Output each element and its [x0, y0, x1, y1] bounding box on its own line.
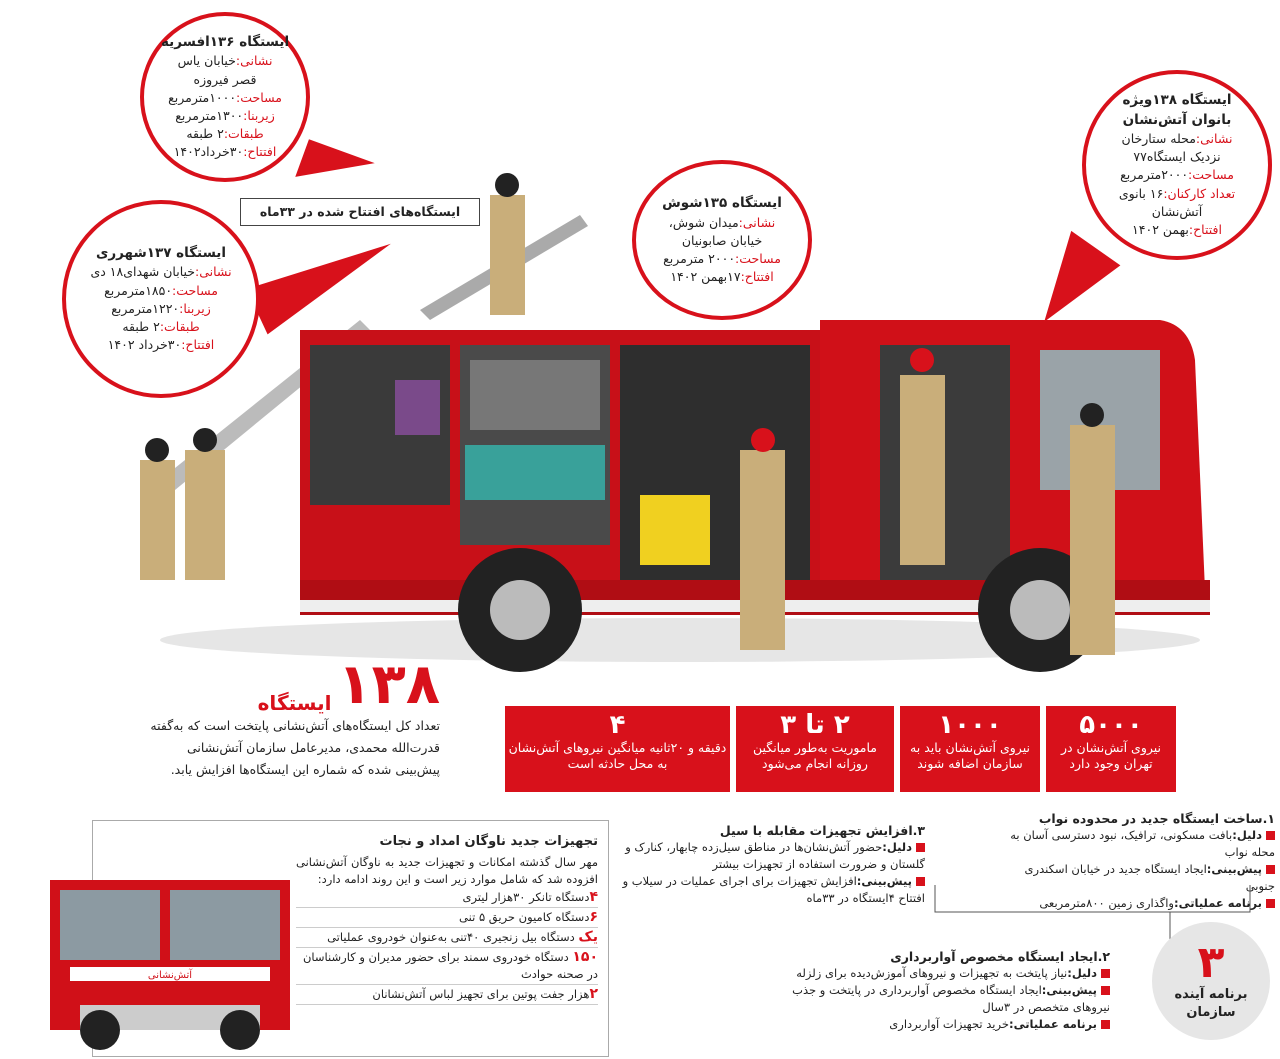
equipment-intro: مهر سال گذشته امکانات و تجهیزات جدید به ناوگان آتش‌نشانی افزوده شد که شامل موارد زیر است و این روند ادامه دارد:: [296, 855, 598, 886]
plans-badge: [1152, 922, 1270, 1040]
truck-label: آتش‌نشانی: [147, 970, 193, 981]
plans-badge-text: برنامه آینده سازمان: [1174, 987, 1248, 1020]
bubble-station-137: ایستگاه ۱۳۷شهرری نشانی:خیابان شهدای۱۸ دی مساحت:۱۸۵۰مترمربع زیربنا:۱۲۲۰مترمربع طبقات:۲ طبقه افتتاح:۳۰خرداد ۱۴۰۲: [62, 200, 260, 398]
equipment-title: تجهیزات جدید ناوگان امداد و نجات: [379, 834, 598, 849]
big-number-text: تعداد کل ایستگاه‌های آتش‌نشانی پایتخت است که به‌گفته قدرت‌الله محمدی، مدیرعامل سازمان آتش‌نشانی پیش‌بینی شده که شماره این ایستگاه‌ها افزایش یابد.: [150, 718, 440, 777]
big-number-unit: ایستگاه: [257, 691, 332, 715]
equipment-section: [296, 833, 598, 1005]
bubble-title: ایستگاه ۱۳۸ویژه: [1122, 92, 1232, 109]
equipment-list: [296, 888, 598, 1005]
big-number: ۱۳۸: [337, 652, 440, 717]
stat-box: ۱۰۰۰ نیروی آتش‌نشان باید به سازمان اضافه شوند: [900, 706, 1040, 792]
plans-badge-number: ۳: [1197, 937, 1225, 988]
bubble-station-136: ایستگاه ۱۳۶افسریه نشانی:خیابان یاس قصر فیروزه مساحت:۱۰۰۰مترمربع زیربنا:۱۳۰۰مترمربع طبقات:۲ طبقه افتتاح:۳۰خرداد۱۴۰۲: [140, 12, 310, 182]
big-number-block: [150, 652, 440, 781]
list-item: ۶دستگاه کامیون حریق ۵ تنی: [296, 908, 598, 928]
bubble-title: ایستگاه ۱۳۶افسریه: [160, 33, 290, 50]
stat-box: ۵۰۰۰ نیروی آتش‌نشان در تهران وجود دارد: [1046, 706, 1176, 792]
bubble-title: ایستگاه ۱۳۷شهرری: [96, 244, 227, 261]
small-fire-truck: [40, 855, 300, 1055]
bubble-station-135: ایستگاه ۱۳۵شوش نشانی:میدان شوش، خیابان صابونیان مساحت:۲۰۰۰ مترمربع افتتاح:۱۷بهمن ۱۴۰۲: [632, 160, 812, 320]
bubble-station-138: ایستگاه ۱۳۸ویژه بانوان آتش‌نشان نشانی:محله ستارخان نزدیک ایستگاه۷۷ مساحت:۲۰۰۰مترمربع تعداد کارکنان:۱۶ بانوی آتش‌نشان افتتاح:بهمن ۱۴۰۲: [1082, 70, 1272, 260]
bubble-title: ایستگاه ۱۳۵شوش: [662, 194, 782, 211]
headline-box: ایستگاه‌های افتتاح شده در ۳۳ماه: [240, 198, 480, 226]
plan-1: ۱.ساخت ایستگاه جدید در محدوده نواب دلیل:بافت مسکونی، ترافیک، نبود دسترسی آسان به محله نواب پیش‌بینی:ایجاد ایستگاه جدید در خیابان اسکندری جنوبی برنامه عملیاتی:واگذاری زمین ۸۰۰مترمربعی: [1010, 811, 1275, 910]
list-item: یک دستگاه بیل زنجیری ۴۰تنی به‌عنوان خودروی عملیاتی: [296, 928, 598, 948]
plan-3: ۳.افزایش تجهیزات مقابله با سیل دلیل:حضور آتش‌نشان‌ها در مناطق سیل‌زده چابهار، کنارک و گلستان و ضرورت استفاده از تجهیزات بیشتر پیش‌بینی:افزایش تجهیزات برای اجرای عملیات در سیلاب و افتتاح ۴ایستگاه در ۳۳ماه: [622, 823, 925, 905]
plan-2: ۲.ایجاد ایستگاه مخصوص آواربرداری دلیل:نیاز پایتخت به تجهیزات و نیروهای آموزش‌دیده برای زلزله پیش‌بینی:ایجاد ایستگاه مخصوص آواربرداری در پایتخت و جذب نیروهای متخصص در ۳سال برنامه عملیاتی:خرید تجهیزات آواربرداری: [792, 949, 1110, 1031]
list-item: ۲هزار جفت پوتین برای تجهیز لباس آتش‌نشانان: [296, 985, 598, 1005]
stat-box: ۲ تا ۳ ماموریت به‌طور میانگین روزانه انجام می‌شود: [736, 706, 894, 792]
list-item: ۴دستگاه تانکر ۳۰هزار لیتری: [296, 888, 598, 908]
stat-box: ۴ دقیقه و ۲۰ثانیه میانگین نیروهای آتش‌نشان به محل حادثه است: [505, 706, 730, 792]
list-item: ۱۵۰ دستگاه خودروی سمند برای حضور مدیران و کارشناسان در صحنه حوادث: [296, 948, 598, 985]
